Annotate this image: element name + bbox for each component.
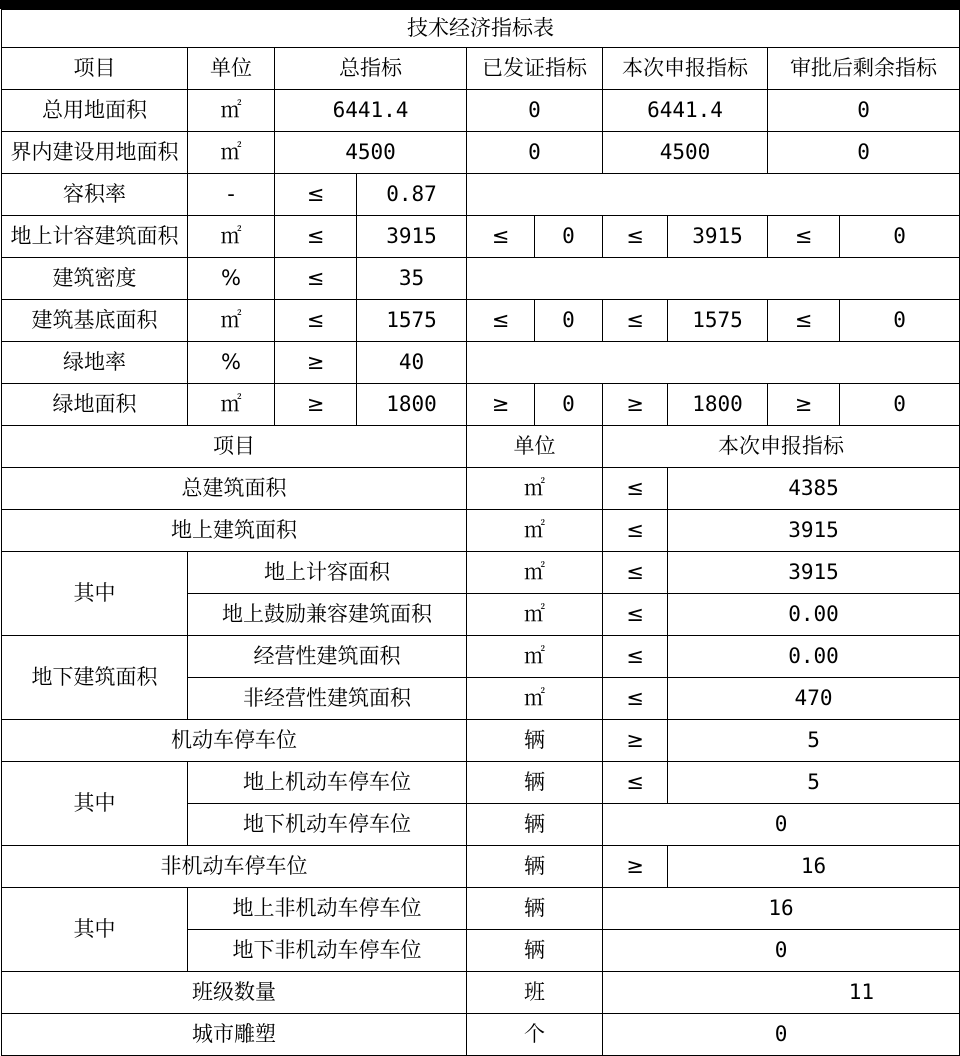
row-unit: 班: [467, 972, 603, 1014]
table-row: [2, 888, 960, 930]
row-total: 0.87: [357, 174, 467, 216]
row-remaining: 0: [768, 90, 960, 132]
row-total-operator: ≤: [275, 174, 357, 216]
table-row: [2, 972, 960, 1014]
table-row: [2, 720, 960, 762]
table-row: [2, 468, 960, 510]
row-label: 总建筑面积: [2, 468, 467, 510]
row-value: 0: [603, 930, 960, 972]
row-issued: 0: [535, 300, 603, 342]
row-current: 3915: [668, 216, 768, 258]
header-current-2: 本次申报指标: [603, 426, 960, 468]
row-total: 1575: [357, 300, 467, 342]
row-value: 16: [668, 846, 960, 888]
row-unit: ㎡: [467, 552, 603, 594]
row-unit: -: [188, 174, 275, 216]
row-value: 16: [603, 888, 960, 930]
table-row: [2, 510, 960, 552]
row-unit: 辆: [467, 888, 603, 930]
row-label: 地上非机动车停车位: [188, 888, 467, 930]
row-total-operator: ≥: [275, 384, 357, 426]
group-label-qizhong: 其中: [2, 552, 188, 636]
table-row: [2, 216, 960, 258]
header-issued: 已发证指标: [467, 48, 603, 90]
row-value: 0: [603, 1014, 960, 1056]
row-value: 0.00: [668, 594, 960, 636]
row-current-operator: ≥: [603, 384, 668, 426]
row-unit: ㎡: [188, 216, 275, 258]
row-value: 4385: [668, 468, 960, 510]
row-label: 地下非机动车停车位: [188, 930, 467, 972]
row-issued: 0: [535, 384, 603, 426]
table-row: [2, 90, 960, 132]
row-item: 地上计容建筑面积: [2, 216, 188, 258]
row-value: 0: [603, 804, 960, 846]
row-label: 经营性建筑面积: [188, 636, 467, 678]
header-item-2: 项目: [2, 426, 467, 468]
row-total: 3915: [357, 216, 467, 258]
table-title: 技术经济指标表: [2, 10, 960, 48]
row-total-operator: ≤: [275, 300, 357, 342]
group-label-qizhong: 其中: [2, 762, 188, 846]
row-unit: 辆: [467, 804, 603, 846]
row-unit: 辆: [467, 762, 603, 804]
row-unit: ㎡: [188, 300, 275, 342]
row-value: 5: [668, 762, 960, 804]
row-total-operator: ≤: [275, 258, 357, 300]
row-unit: ㎡: [467, 636, 603, 678]
table-row: [2, 1014, 960, 1056]
row-remaining: 0: [840, 300, 960, 342]
row-issued-operator: ≥: [467, 384, 535, 426]
row-value: 470: [668, 678, 960, 720]
row-total: 1800: [357, 384, 467, 426]
row-item: 总用地面积: [2, 90, 188, 132]
row-total-operator: ≥: [275, 342, 357, 384]
row-total-operator: ≤: [275, 216, 357, 258]
header-total: 总指标: [275, 48, 467, 90]
row-label: 地上鼓励兼容建筑面积: [188, 594, 467, 636]
row-operator: ≥: [603, 846, 668, 888]
row-remaining: 0: [840, 384, 960, 426]
row-item: 建筑基底面积: [2, 300, 188, 342]
table-row: [2, 636, 960, 678]
row-item: 绿地面积: [2, 384, 188, 426]
empty-cell: [467, 342, 960, 384]
row-remaining: 0: [768, 132, 960, 174]
row-value: 5: [668, 720, 960, 762]
row-item: 界内建设用地面积: [2, 132, 188, 174]
row-operator: ≥: [603, 720, 668, 762]
row-label: 城市雕塑: [2, 1014, 467, 1056]
row-label: 地下机动车停车位: [188, 804, 467, 846]
row-unit: %: [188, 342, 275, 384]
table-row: [2, 342, 960, 384]
row-unit: ㎡: [467, 594, 603, 636]
row-operator: ≤: [603, 468, 668, 510]
row-remaining: 0: [840, 216, 960, 258]
table-row: [2, 384, 960, 426]
row-operator: ≤: [603, 636, 668, 678]
row-unit: ㎡: [188, 132, 275, 174]
row-value: 3915: [668, 552, 960, 594]
table-row: [2, 762, 960, 804]
row-remaining-operator: ≥: [768, 384, 840, 426]
header-unit: 单位: [188, 48, 275, 90]
row-label: 机动车停车位: [2, 720, 467, 762]
row-label: 地上计容面积: [188, 552, 467, 594]
row-current: 1800: [668, 384, 768, 426]
row-operator: ≤: [603, 510, 668, 552]
row-current: 1575: [668, 300, 768, 342]
row-total: 35: [357, 258, 467, 300]
empty-cell: [467, 174, 960, 216]
header-unit-2: 单位: [467, 426, 603, 468]
header-row-2: [2, 426, 960, 468]
group-label-underground: 地下建筑面积: [2, 636, 188, 720]
top-border-bar: [0, 0, 960, 9]
row-unit: ㎡: [467, 678, 603, 720]
row-current: 6441.4: [603, 90, 768, 132]
empty-cell: [467, 258, 960, 300]
row-label: 班级数量: [2, 972, 467, 1014]
row-value: 0.00: [668, 636, 960, 678]
row-issued: 0: [535, 216, 603, 258]
row-total: 6441.4: [275, 90, 467, 132]
row-label: 非经营性建筑面积: [188, 678, 467, 720]
header-item: 项目: [2, 48, 188, 90]
row-issued: 0: [467, 132, 603, 174]
row-issued: 0: [467, 90, 603, 132]
header-current: 本次申报指标: [603, 48, 768, 90]
row-unit: ㎡: [467, 510, 603, 552]
row-current: 4500: [603, 132, 768, 174]
row-issued-operator: ≤: [467, 216, 535, 258]
row-value: 3915: [668, 510, 960, 552]
row-total: 40: [357, 342, 467, 384]
row-label: 非机动车停车位: [2, 846, 467, 888]
table-row: [2, 552, 960, 594]
row-current-operator: ≤: [603, 300, 668, 342]
table-row: [2, 258, 960, 300]
row-unit: 个: [467, 1014, 603, 1056]
row-value: 11: [603, 972, 960, 1014]
row-operator: ≤: [603, 678, 668, 720]
row-unit: 辆: [467, 720, 603, 762]
row-operator: ≤: [603, 594, 668, 636]
row-operator: ≤: [603, 762, 668, 804]
row-item: 绿地率: [2, 342, 188, 384]
row-current-operator: ≤: [603, 216, 668, 258]
table-row: [2, 300, 960, 342]
row-unit: ㎡: [188, 384, 275, 426]
table-row: [2, 846, 960, 888]
row-label: 地上建筑面积: [2, 510, 467, 552]
row-remaining-operator: ≤: [768, 216, 840, 258]
table-row: [2, 132, 960, 174]
group-label-qizhong: 其中: [2, 888, 188, 972]
tech-econ-indicator-table: [1, 9, 960, 1056]
header-row-1: [2, 48, 960, 90]
row-issued-operator: ≤: [467, 300, 535, 342]
row-unit: %: [188, 258, 275, 300]
table-row: [2, 174, 960, 216]
row-label: 地上机动车停车位: [188, 762, 467, 804]
row-item: 建筑密度: [2, 258, 188, 300]
row-total: 4500: [275, 132, 467, 174]
row-unit: ㎡: [188, 90, 275, 132]
row-unit: ㎡: [467, 468, 603, 510]
header-remaining: 审批后剩余指标: [768, 48, 960, 90]
row-remaining-operator: ≤: [768, 300, 840, 342]
row-item: 容积率: [2, 174, 188, 216]
title-row: [2, 10, 960, 48]
row-unit: 辆: [467, 846, 603, 888]
row-operator: ≤: [603, 552, 668, 594]
row-unit: 辆: [467, 930, 603, 972]
